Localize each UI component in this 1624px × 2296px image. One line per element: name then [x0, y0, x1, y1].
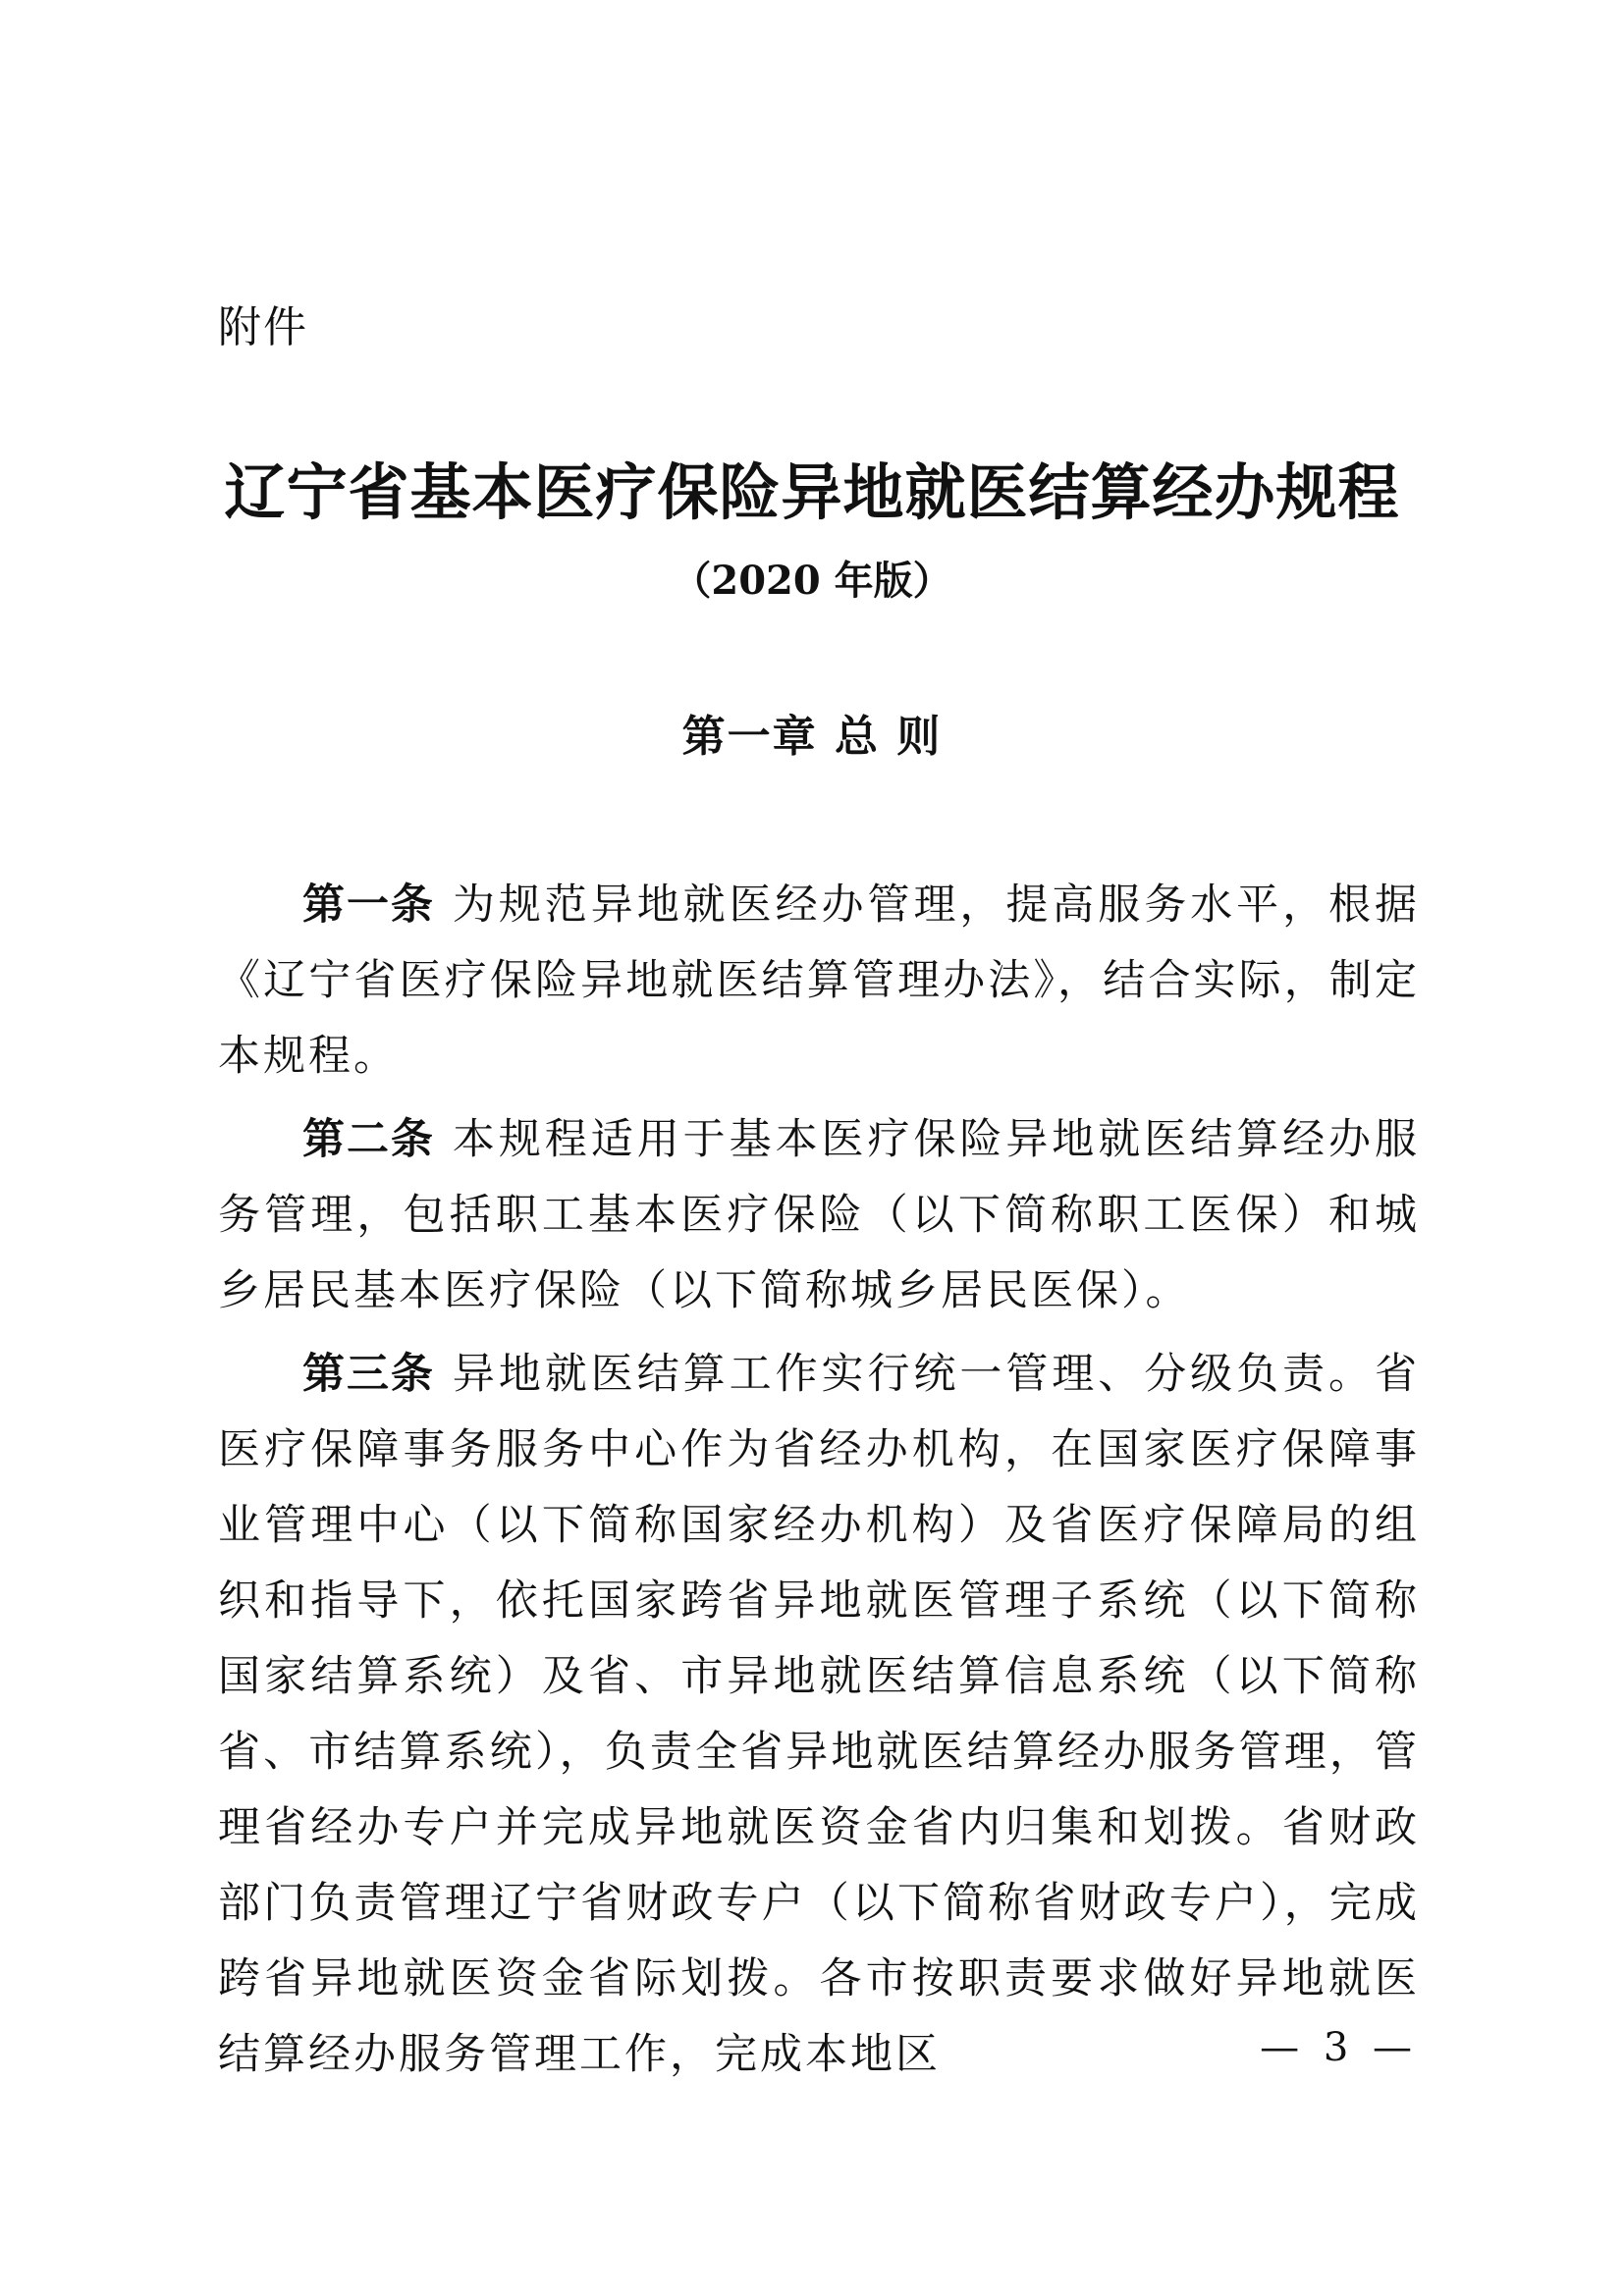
- article-text: 为规范异地就医经办管理，提高服务水平，根据《辽宁省医疗保险异地就医结算管理办法》，结合实际，制定本规程。: [218, 881, 1421, 1081]
- page-number: — 3 —: [1260, 2025, 1418, 2070]
- article-label: 第二条: [302, 1115, 435, 1164]
- article-2: [218, 1102, 1420, 1329]
- article-text: 异地就医结算工作实行统一管理、分级负责。省医疗保障事务服务中心作为省经办机构，在国家医疗保障事业管理中心（以下简称国家经办机构）及省医疗保障局的组织和指导下，依托国家跨省异地就医管理子系统（以下简称国家结算系统）及省、市异地就医结算信息系统（以下简称省、市结算系统），负责全省异地就医结算经办服务管理，管理省经办专户并完成异地就医资金省内归集和划拨。省财政部门负责管理辽宁省财政专户（以下简称省财政专户），完成跨省异地就医资金省际划拨。各市按职责要求做好异地就医结算经办服务管理工作，完成本地区: [218, 1350, 1421, 2079]
- article-text: 本规程适用于基本医疗保险异地就医结算经办服务管理，包括职工基本医疗保险（以下简称职工医保）和城乡居民基本医疗保险（以下简称城乡居民医保）。: [218, 1115, 1421, 1315]
- document-title: 辽宁省基本医疗保险异地就医结算经办规程: [224, 456, 1400, 528]
- chapter-heading: 第一章 总 则: [681, 712, 943, 762]
- document-body: [218, 868, 1420, 2101]
- document-edition: （2020 年版）: [672, 558, 952, 604]
- article-label: 第三条: [302, 1350, 435, 1399]
- article-label: 第一条: [302, 881, 435, 930]
- article-3: [218, 1337, 1420, 2093]
- article-1: [218, 868, 1420, 1095]
- attachment-label: 附件: [218, 302, 308, 352]
